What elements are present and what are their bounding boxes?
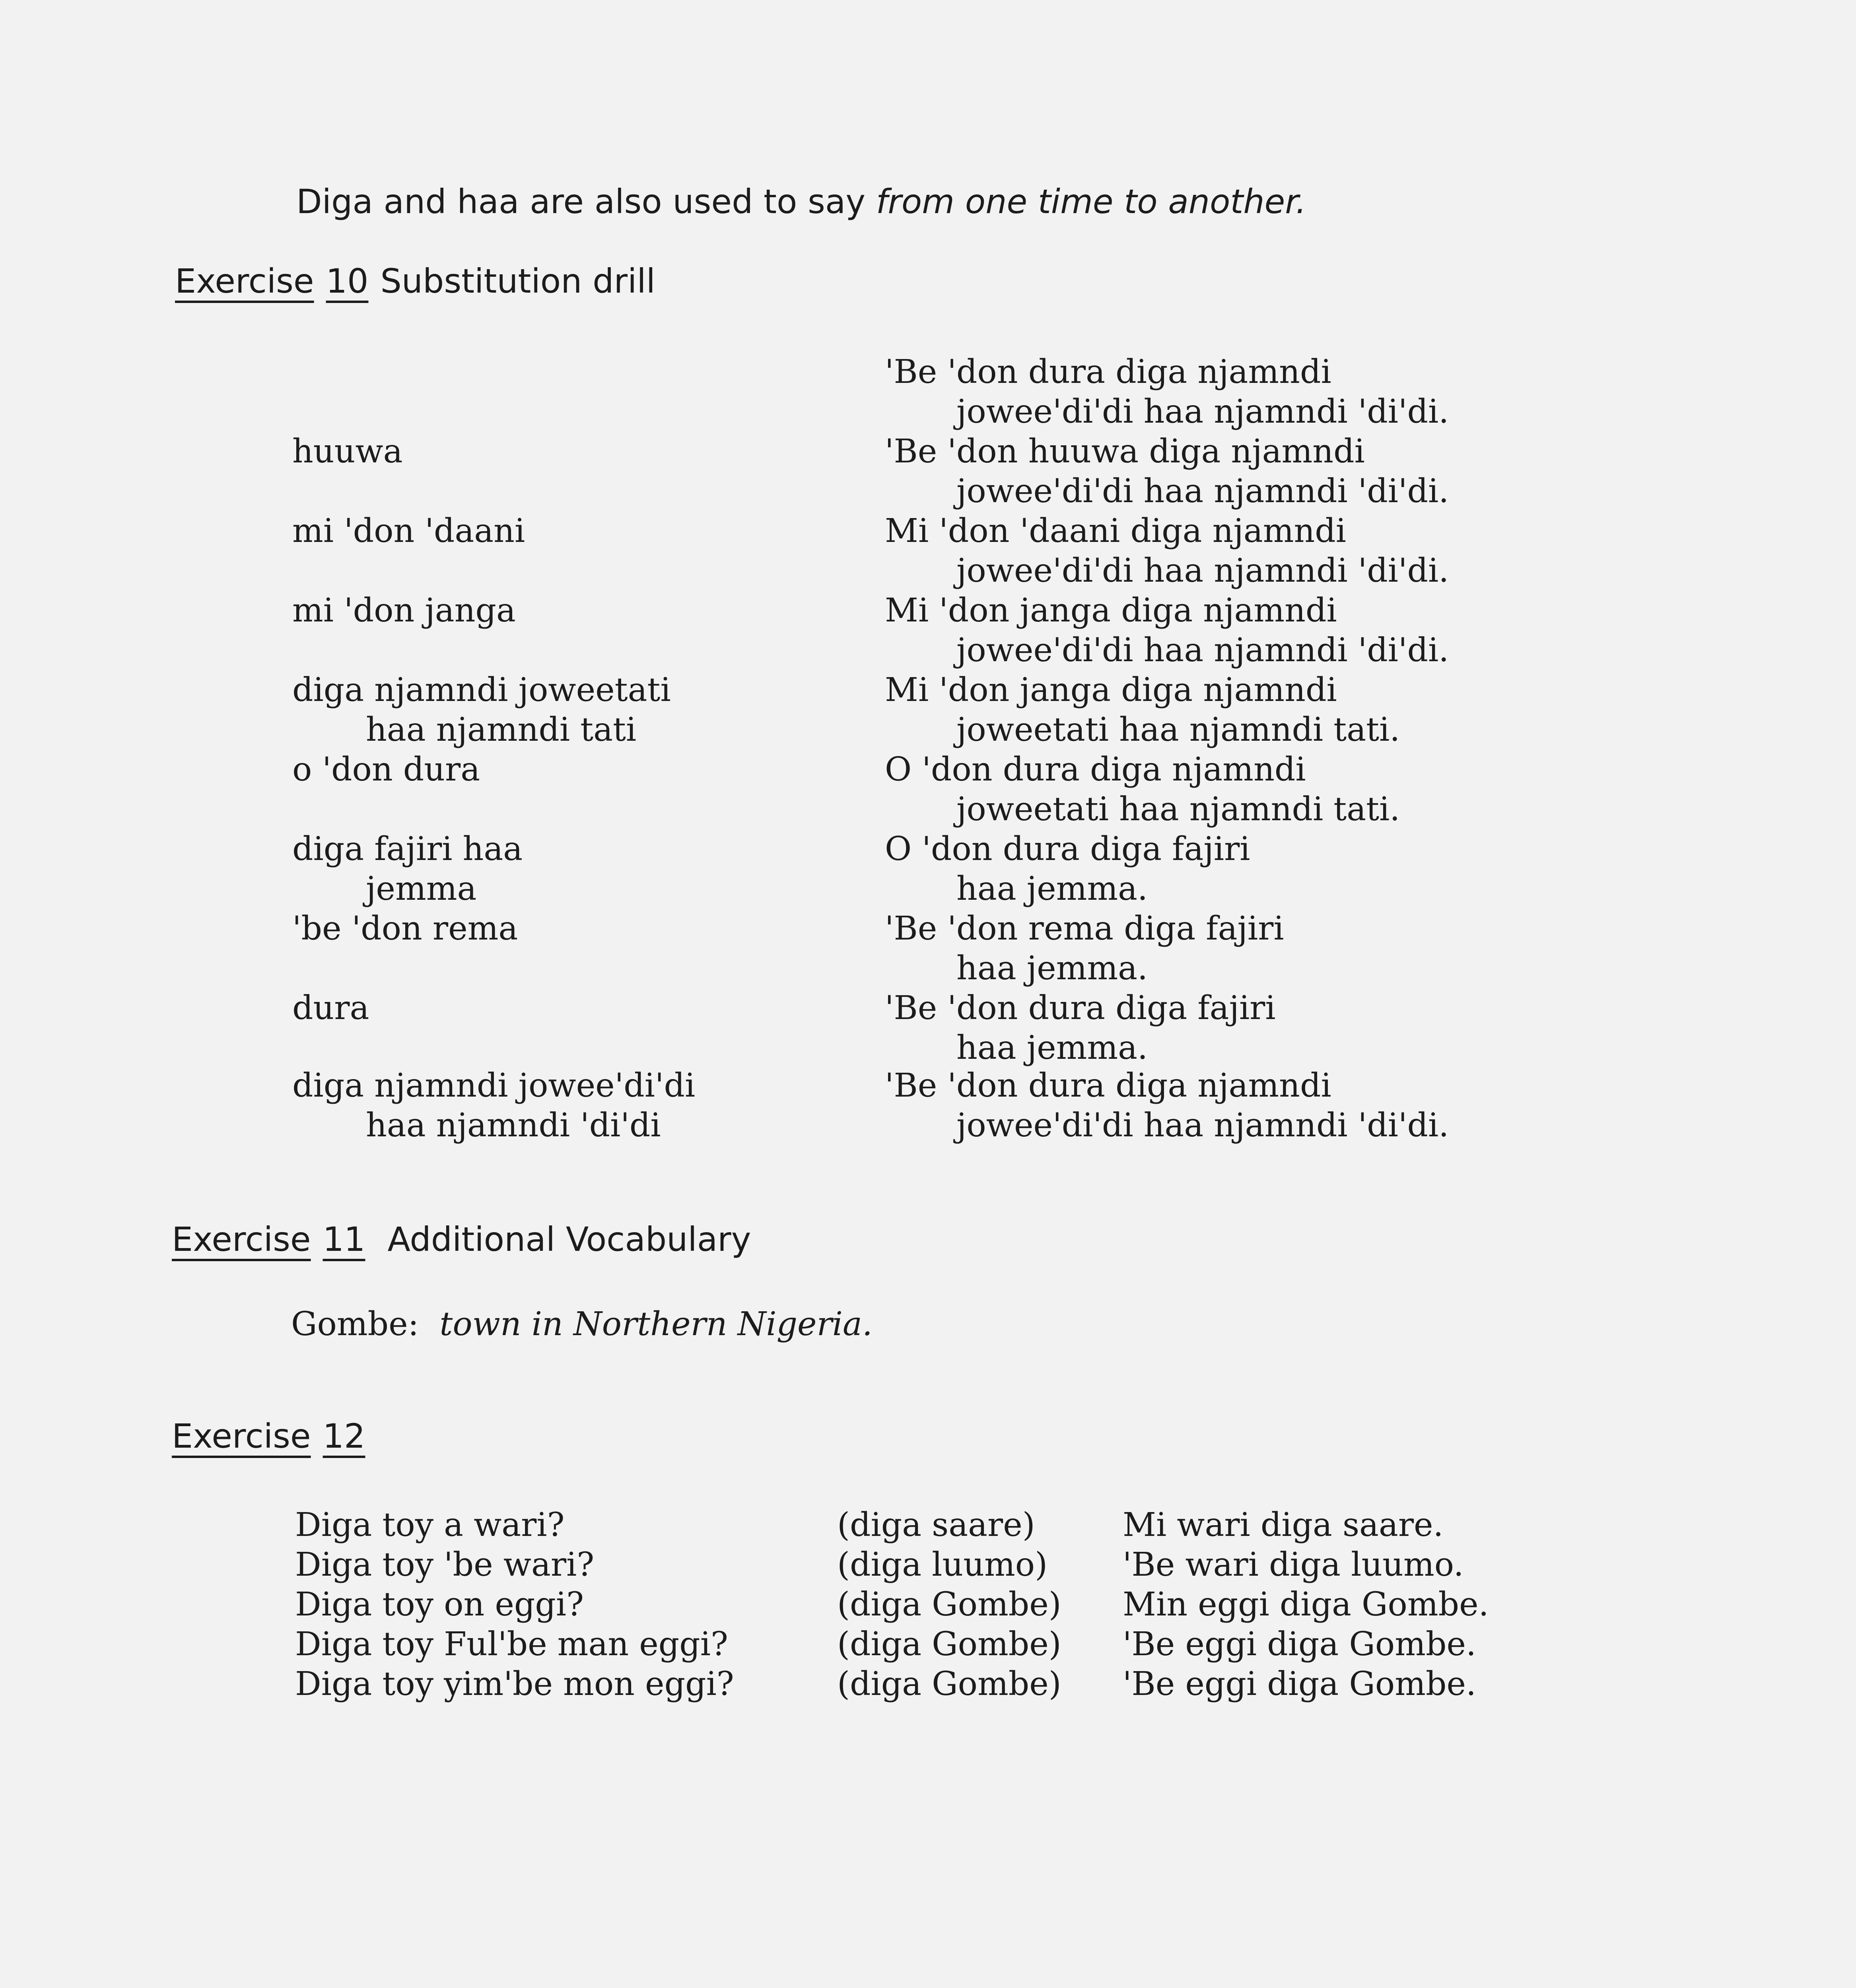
exercise-11-number: 11 — [323, 1220, 365, 1259]
intro-text: are also used to say — [530, 182, 866, 221]
exercise-11-label: Exercise — [172, 1220, 311, 1259]
ex12-answer-3: Min eggi diga Gombe. — [1123, 1586, 1489, 1623]
drill-response-9-cont: haa jemma. — [956, 1029, 1148, 1067]
exercise-11-heading — [172, 1220, 751, 1259]
drill-cue-4-cont: haa njamndi tati — [366, 711, 637, 749]
vocab-term: Gombe: — [291, 1305, 419, 1343]
drill-cue-5: o 'don dura — [292, 751, 480, 788]
drill-cue-3: mi 'don janga — [292, 592, 516, 629]
ex12-answer-1: Mi wari diga saare. — [1123, 1506, 1444, 1544]
exercise-10-heading — [175, 262, 656, 301]
ex12-answer-5: 'Be eggi diga Gombe. — [1123, 1665, 1477, 1703]
intro-word-and: and — [383, 182, 447, 221]
intro-word-diga: Diga — [296, 182, 373, 221]
intro-sentence — [296, 182, 1306, 221]
exercise-12-heading — [172, 1417, 365, 1456]
drill-response-6: O 'don dura diga njamndi — [885, 751, 1306, 788]
drill-response-2: 'Be 'don huuwa diga njamndi — [885, 433, 1365, 470]
drill-response-10-cont: jowee'di'di haa njamndi 'di'di. — [956, 1107, 1449, 1144]
drill-response-1-cont: jowee'di'di haa njamndi 'di'di. — [956, 393, 1449, 431]
drill-response-2-cont: jowee'di'di haa njamndi 'di'di. — [956, 472, 1449, 510]
drill-response-5-cont: joweetati haa njamndi tati. — [956, 711, 1400, 749]
drill-cue-9-cont: haa njamndi 'di'di — [366, 1107, 661, 1144]
exercise-11-title: Additional Vocabulary — [387, 1220, 751, 1259]
drill-cue-4: diga njamndi joweetati — [292, 671, 671, 709]
drill-response-4: Mi 'don janga diga njamndi — [885, 592, 1337, 629]
drill-cue-6-cont: jemma — [366, 870, 477, 908]
drill-cue-1: huuwa — [292, 433, 403, 470]
drill-response-4-cont: jowee'di'di haa njamndi 'di'di. — [956, 631, 1449, 669]
drill-response-10: 'Be 'don dura diga njamndi — [885, 1067, 1331, 1105]
ex12-answer-4: 'Be eggi diga Gombe. — [1123, 1625, 1477, 1663]
drill-cue-7: 'be 'don rema — [292, 910, 518, 947]
ex12-question-4: Diga toy Ful'be man eggi? — [295, 1625, 728, 1663]
ex12-cue-5: (diga Gombe) — [837, 1665, 1061, 1703]
intro-italic: from one time to another. — [876, 182, 1306, 221]
exercise-12-number: 12 — [323, 1417, 365, 1456]
exercise-12-label: Exercise — [172, 1417, 311, 1456]
drill-response-7: O 'don dura diga fajiri — [885, 830, 1250, 868]
ex12-question-1: Diga toy a wari? — [295, 1506, 565, 1544]
vocab-entry — [291, 1305, 873, 1343]
vocab-definition: town in Northern Nigeria. — [439, 1305, 873, 1343]
exercise-10-number: 10 — [326, 262, 369, 301]
drill-response-5: Mi 'don janga diga njamndi — [885, 671, 1337, 709]
exercise-10-label: Exercise — [175, 262, 314, 301]
drill-response-8: 'Be 'don rema diga fajiri — [885, 910, 1284, 947]
drill-response-7-cont: haa jemma. — [956, 870, 1148, 908]
ex12-question-3: Diga toy on eggi? — [295, 1586, 584, 1623]
drill-cue-9: diga njamndi jowee'di'di — [292, 1067, 696, 1105]
ex12-question-2: Diga toy 'be wari? — [295, 1546, 595, 1584]
ex12-cue-1: (diga saare) — [837, 1506, 1035, 1544]
ex12-question-5: Diga toy yim'be mon eggi? — [295, 1665, 734, 1703]
drill-cue-8: dura — [292, 989, 369, 1027]
ex12-cue-2: (diga luumo) — [837, 1546, 1048, 1584]
drill-cue-6: diga fajiri haa — [292, 830, 523, 868]
intro-word-haa: haa — [457, 182, 519, 221]
ex12-cue-3: (diga Gombe) — [837, 1586, 1061, 1623]
drill-response-6-cont: joweetati haa njamndi tati. — [956, 790, 1400, 828]
drill-cue-2: mi 'don 'daani — [292, 512, 525, 550]
exercise-10-title: Substitution drill — [380, 262, 656, 301]
drill-response-3-cont: jowee'di'di haa njamndi 'di'di. — [956, 552, 1449, 590]
ex12-cue-4: (diga Gombe) — [837, 1625, 1061, 1663]
drill-response-8-cont: haa jemma. — [956, 949, 1148, 987]
ex12-answer-2: 'Be wari diga luumo. — [1123, 1546, 1464, 1584]
drill-response-3: Mi 'don 'daani diga njamndi — [885, 512, 1347, 550]
drill-response-1: 'Be 'don dura diga njamndi — [885, 353, 1331, 391]
drill-response-9: 'Be 'don dura diga fajiri — [885, 989, 1276, 1027]
